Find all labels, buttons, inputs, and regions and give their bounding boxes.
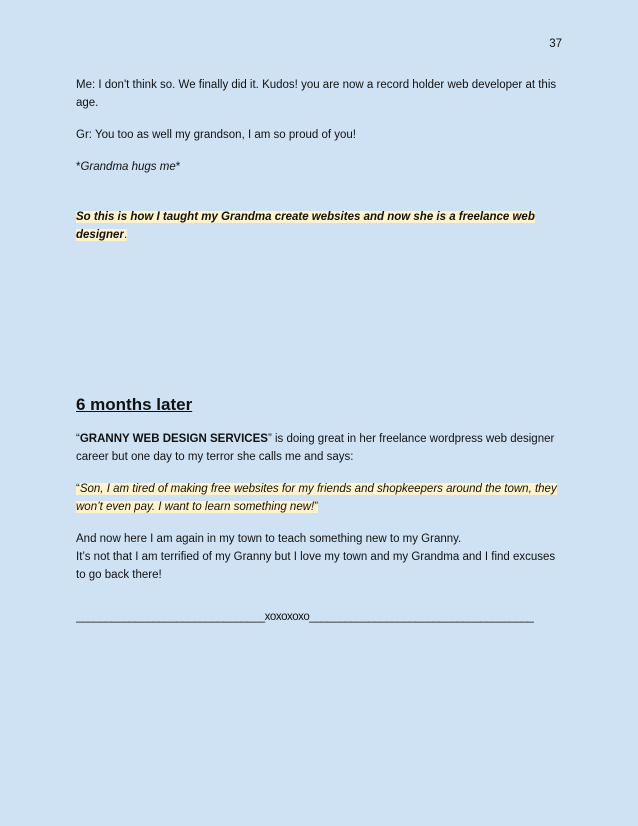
- divider-mid: xoxoxoxo: [264, 611, 310, 623]
- grandma-quote: [76, 480, 562, 516]
- brand-open-quote: “: [76, 433, 80, 445]
- summary-end: .: [123, 229, 128, 241]
- summary-highlight: [76, 208, 562, 244]
- stage-direction-prefix: *: [76, 161, 81, 173]
- page-content: [76, 76, 562, 626]
- section-paragraph-1-rest: ” is doing great in her freelance wordpress web designer career but one day to my terror she calls me and says:: [76, 433, 555, 463]
- divider-left: ________________________________: [76, 611, 265, 623]
- section-paragraph-1: [76, 430, 562, 466]
- grandma-quote-text: Son, I am tired of making free websites for my friends and shopkeepers around the town, they won’t even pay. I want to learn something new!: [76, 483, 557, 513]
- divider: [76, 608, 562, 626]
- summary-text: So this is how I taught my Grandma create websites and now she is a freelance web designer: [76, 211, 535, 241]
- dialogue-grandma: Gr: You too as well my grandson, I am so proud of you!: [76, 129, 356, 141]
- grandma-quote-close: ”: [314, 501, 319, 513]
- divider-right: ______________________________________: [309, 611, 534, 623]
- stage-direction: [76, 158, 562, 176]
- stage-direction-text: Grandma hugs me: [80, 161, 176, 173]
- section-heading: 6 months later: [76, 395, 193, 414]
- stage-direction-suffix: *: [175, 161, 181, 173]
- section-paragraph-3-line-1: And now here I am again in my town to teach something new to my Granny.: [76, 533, 462, 545]
- dialogue-me: Me: I don't think so. We finally did it. Kudos! you are now a record holder web developer at this age.: [76, 79, 557, 109]
- page-number: 37: [549, 38, 562, 50]
- brand-name: GRANNY WEB DESIGN SERVICES: [79, 433, 268, 445]
- section-paragraph-3-line-2: It’s not that I am terrified of my Granny but I love my town and my Grandma and I find excuses to go back there!: [76, 551, 556, 581]
- grandma-quote-open: “: [76, 483, 80, 495]
